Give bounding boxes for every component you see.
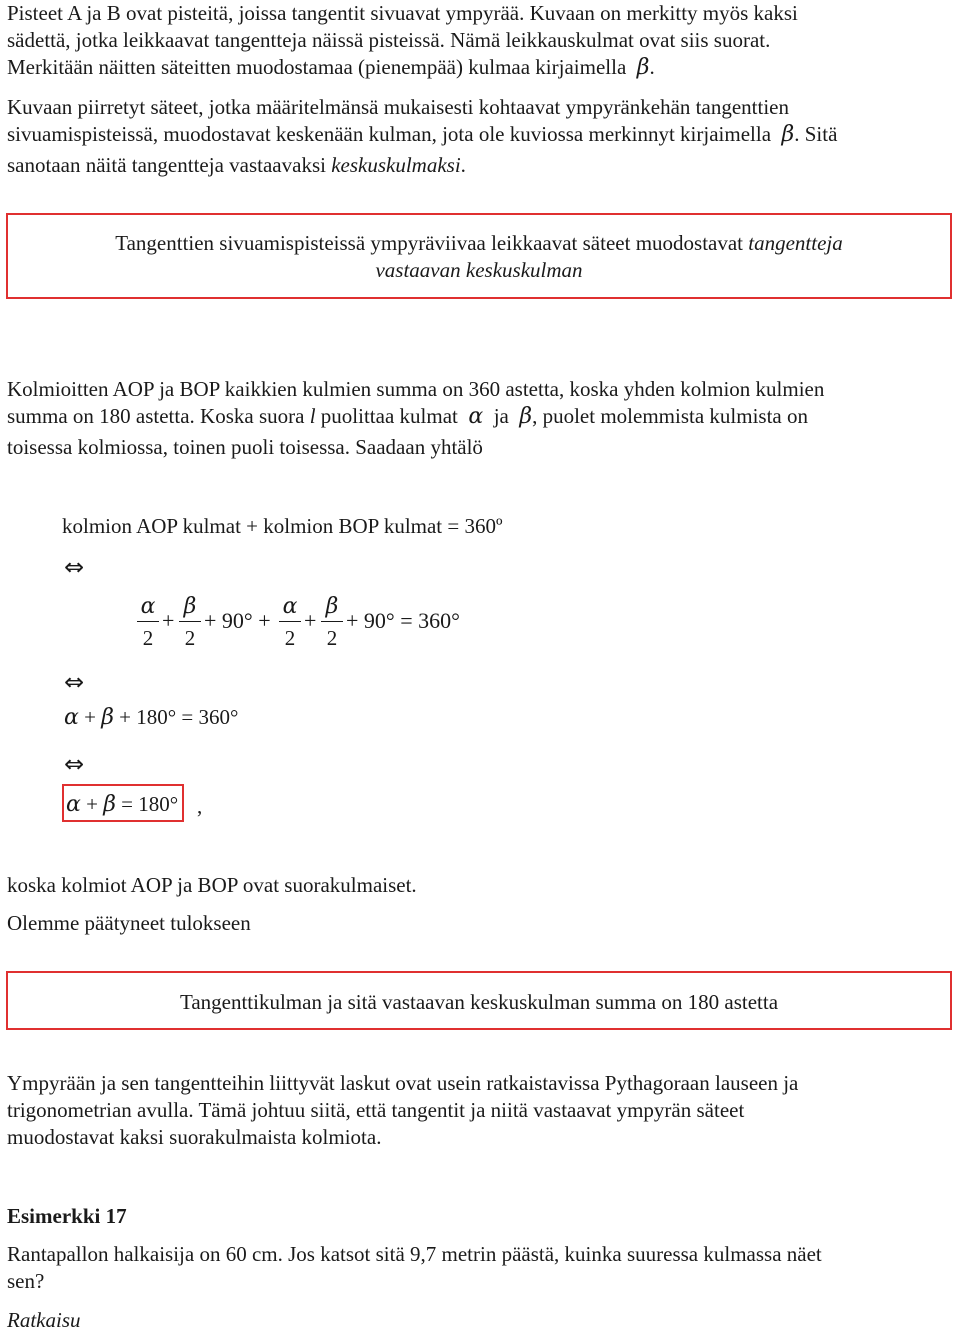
example-question [7, 1241, 953, 1295]
ninety-equals-360: + 90° = 360° [346, 608, 460, 633]
term-keskuskulma: keskuskulmaksi [331, 153, 461, 177]
beta-symbol: β [101, 705, 114, 730]
definition-term: tangentteja [748, 231, 843, 255]
text-line: toisessa kolmiossa, toinen puoli toisessa. Saadaan yhtälö [7, 435, 483, 459]
result-text: Tangenttikulman ja sitä vastaavan keskuskulman summa on 180 astetta [179, 990, 779, 1014]
text-line: Kolmioitten AOP ja BOP kaikkien kulmien summa on 360 astetta, koska yhden kolmion kulmien [7, 377, 825, 401]
plus-sign: + [304, 608, 317, 633]
beta-symbol: β [519, 404, 533, 429]
boxed-result: α + β = 180° [62, 784, 184, 822]
definition-term-2: vastaavan keskuskulman [375, 258, 583, 282]
alpha-symbol: α [64, 705, 79, 730]
text-line: sanotaan näitä tangentteja vastaavaksi keskuskulmaksi. [7, 153, 466, 177]
text-line: muodostavat kaksi suorakulmaista kolmiota. [7, 1125, 382, 1149]
equation-line-1: kolmion AOP kulmat + kolmion BOP kulmat = 360º [62, 514, 503, 538]
ninety-degrees-term: + 90° + [204, 608, 271, 633]
beta-symbol: β [781, 122, 795, 147]
text-line: sädettä, jotka leikkaavat tangentteja näissä pisteissä. Nämä leikkauskulmat ovat siis suorat. [7, 28, 771, 52]
paragraph-angle-sum [7, 376, 953, 461]
text-line: summa on 180 astetta. Koska suora l puolittaa kulmat α ja β, puolet molemmista kulmista on [7, 404, 808, 429]
text-line: sivuamispisteissä, muodostavat keskenään kulman, jota ole kuviossa merkinnyt kirjaimella β. Sitä [7, 122, 838, 147]
text-line: Kuvaan piirretyt säteet, jotka määritelmänsä mukaisesti kohtaavat ympyränkehän tangenttien [7, 95, 789, 119]
paragraph-central-angle [7, 94, 953, 179]
definition-box [6, 213, 952, 299]
fraction-beta-half: β 2 [321, 594, 343, 651]
line-l-symbol: l [309, 404, 316, 428]
text-line: Ympyrään ja sen tangentteihin liittyvät laskut ovat usein ratkaistavissa Pythagoraan lauseen ja [7, 1071, 799, 1095]
text-line: Merkitään näitten säteitten muodostamaa (pienempää) kulmaa kirjaimella β. [7, 55, 655, 80]
paragraph-right-triangles: koska kolmiot AOP ja BOP ovat suorakulmaiset. [7, 873, 417, 897]
fraction-alpha-half: α 2 [137, 594, 159, 651]
solution-label: Ratkaisu [7, 1308, 81, 1332]
beta-symbol: β [103, 792, 116, 817]
fraction-alpha-half: α 2 [279, 594, 301, 651]
paragraph-tangent-points [7, 0, 953, 81]
definition-text: Tangenttien sivuamispisteissä ympyräviivaa leikkaavat säteet muodostavat [115, 231, 744, 255]
result-box [6, 971, 952, 1030]
fraction-beta-half: β 2 [179, 594, 201, 651]
iff-symbol: ⇔ [64, 668, 85, 696]
text-line: Pisteet A ja B ovat pisteitä, joissa tangentit sivuavat ympyrää. Kuvaan on merkitty myös kaksi [7, 1, 798, 25]
text-line: sen? [7, 1269, 45, 1293]
comma: , [197, 794, 203, 818]
iff-symbol: ⇔ [64, 553, 85, 581]
plus-sign: + [162, 608, 175, 633]
example-heading: Esimerkki 17 [7, 1204, 127, 1228]
paragraph-pythagoras [7, 1070, 953, 1151]
iff-symbol: ⇔ [64, 750, 85, 778]
alpha-symbol: α [66, 792, 81, 817]
text-line: trigonometrian avulla. Tämä johtuu siitä, että tangentit ja niitä vastaavat ympyrän säteet [7, 1098, 745, 1122]
alpha-symbol: α [468, 404, 484, 429]
paragraph-result-intro: Olemme päätyneet tulokseen [7, 911, 251, 935]
equation-line-3: α + β + 180° = 360° [64, 705, 239, 730]
text-line: Rantapallon halkaisija on 60 cm. Jos katsot sitä 9,7 metrin päästä, kuinka suuressa kulmassa näet [7, 1242, 822, 1266]
beta-symbol: β [636, 55, 650, 80]
